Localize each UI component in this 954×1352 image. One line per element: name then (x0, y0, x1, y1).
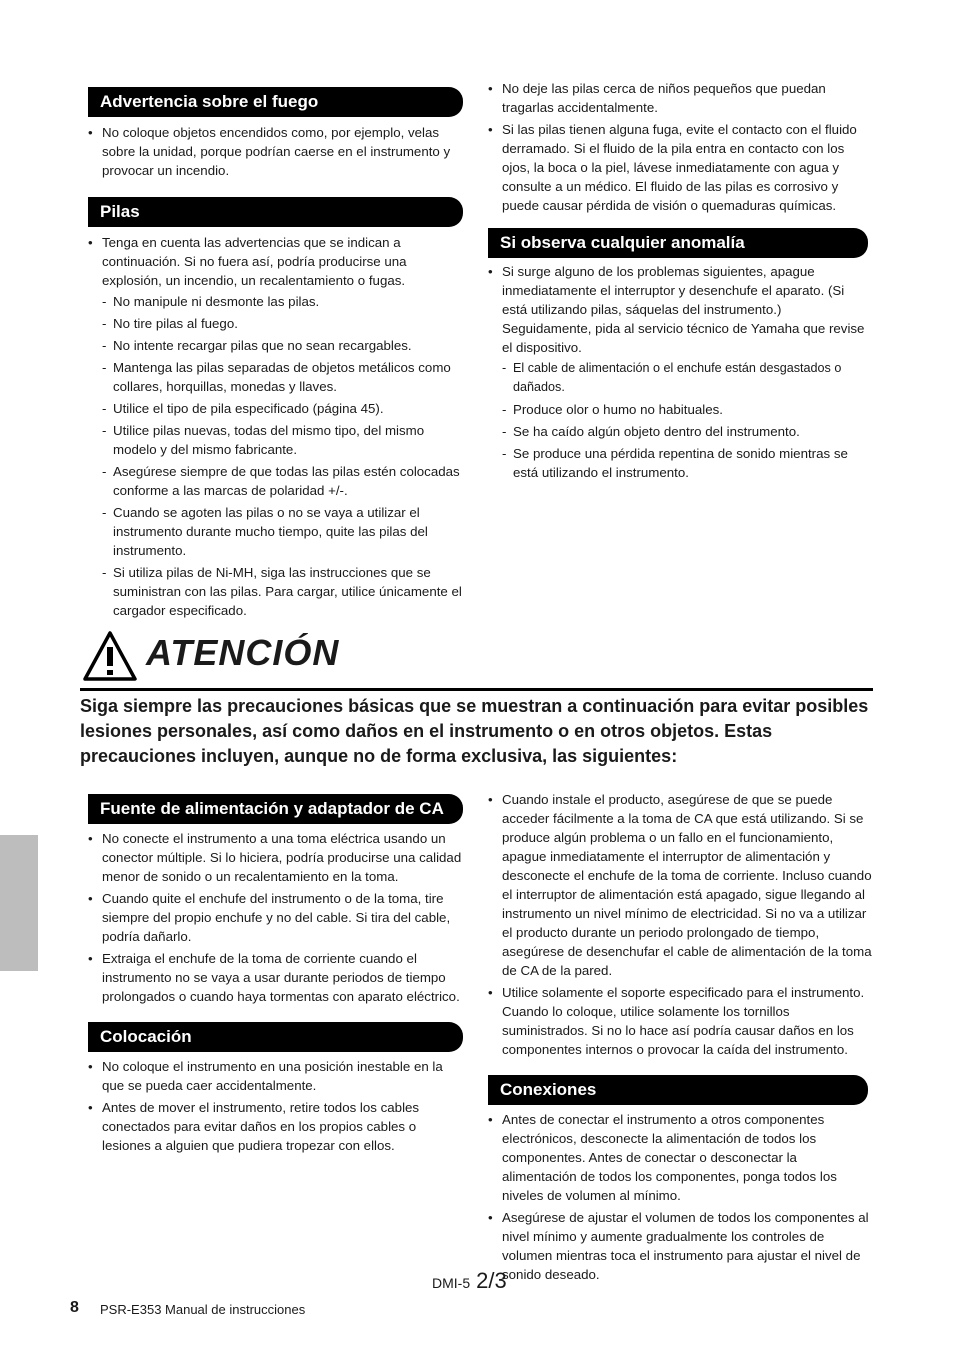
anomaly-sub-item: - Produce olor o humo no habituales. (502, 400, 873, 419)
anomaly-sub-item: - Se produce una pérdida repentina de sonido mientras se está utilizando el instrumento. (502, 444, 873, 482)
power-item: • No conecte el instrumento a una toma eléctrica usando un conector múltiple. Si lo hiciera, podría producirse una calidad menor de sonido o un recalentamiento en la toma. (88, 829, 463, 886)
manual-title: PSR-E353 Manual de instrucciones (100, 1302, 306, 1317)
section-tab (0, 835, 38, 971)
warning-triangle-icon (82, 630, 138, 682)
placement-header: Colocación (88, 1022, 463, 1052)
connections-item: • Asegúrese de ajustar el volumen de todos los componentes al nivel mínimo y aumente gradualmente los controles de volumen mientras toca el instrumento para ajustar el nivel de sonido deseado. (488, 1208, 873, 1284)
battery-sub-item: - No intente recargar pilas que no sean recargables. (102, 336, 463, 355)
battery-sub-item: - No manipule ni desmonte las pilas. (102, 292, 463, 311)
anomaly-sub-item: - Se ha caído algún objeto dentro del instrumento. (502, 422, 873, 441)
right-column-bottom (488, 790, 873, 1287)
fire-warning-header: Advertencia sobre el fuego (88, 87, 463, 117)
placement-item: • No coloque el instrumento en una posición inestable en la que se pueda caer accidentalmente. (88, 1057, 463, 1095)
document-code (432, 1268, 507, 1294)
attention-title-bar (80, 628, 873, 691)
document-code-label: DMI-5 (432, 1275, 471, 1291)
battery-sub-item: - Utilice el tipo de pila especificado (página 45). (102, 399, 463, 418)
battery-sub-item: - Cuando se agoten las pilas o no se vaya a utilizar el instrumento durante mucho tiempo, quite las pilas del instrumento. (102, 503, 463, 560)
battery-sub-item: - Si utiliza pilas de Ni-MH, siga las instrucciones que se suministran con las pilas. Para cargar, utilice únicamente el cargador especificado. (102, 563, 463, 620)
anomaly-sub-item: - El cable de alimentación o el enchufe están desgastados o dañados. (502, 359, 873, 397)
batteries-intro: • Tenga en cuenta las advertencias que se indican a continuación. Si no fuera así, podría producirse una explosión, un incendio, un recalentamiento o fugas. - No manipule ni desmonte las pilas. - No tire pilas al fuego. - No intente recargar pilas que no sean recargables. - Mantenga las pilas separadas de objetos metálicos como collares, horquillas, monedas y llaves. - Utilice el tipo de pila especificado (página 45). - Utilice pilas nuevas, todas del mismo tipo, del mismo modelo y del mismo fabricante. - Asegúrese siempre de que todas las pilas estén colocadas conforme a las marcas de polaridad +/-. - Cuando se agoten las pilas o no se vaya a utilizar el instrumento durante mucho tiempo, quite las pilas del instrumento. - Si utiliza pilas de Ni-MH, siga las instrucciones que se suministran con las pilas. Para cargar, utilice únicamente el cargador especificado. (88, 233, 463, 620)
document-fraction: 2/3 (476, 1268, 507, 1293)
connections-item: • Antes de conectar el instrumento a otros componentes electrónicos, desconecte la alimentación de todos los componentes. Antes de conectar o desconectar la alimentación de todos los componentes, ponga todos los niveles de volumen al mínimo. (488, 1110, 873, 1205)
power-header: Fuente de alimentación y adaptador de CA (88, 794, 463, 824)
connections-header: Conexiones (488, 1075, 868, 1105)
fire-item: • No coloque objetos encendidos como, por ejemplo, velas sobre la unidad, porque podrían caerse en el instrumento y provocar un incendio. (88, 123, 463, 180)
battery-more-item: • No deje las pilas cerca de niños pequeños que puedan tragarlas accidentalmente. (488, 79, 873, 117)
placement-item: • Utilice solamente el soporte especificado para el instrumento. Cuando lo coloque, utilice solamente los tornillos suministrados. Si no lo hace así podría causar daños en los componentes internos o provocar la caída del instrumento. (488, 983, 873, 1059)
power-item: • Extraiga el enchufe de la toma de corriente cuando el instrumento no se vaya a usar durante periodos de tiempo prolongados o cuando haya tormentas con aparato eléctrico. (88, 949, 463, 1006)
placement-item: • Antes de mover el instrumento, retire todos los cables conectados para evitar daños en los propios cables o lesiones a alguien que pudiera tropezar con ellos. (88, 1098, 463, 1155)
left-column-bottom (88, 794, 463, 1158)
battery-more-item: • Si las pilas tienen alguna fuga, evite el contacto con el fluido derramado. Si el fluido de la pila entra en contacto con los ojos, la boca o la piel, lávese inmediatamente con agua y consulte a un médico. El fluido de las pilas es corrosivo y puede causar pérdida de visión o quemaduras químicas. (488, 120, 873, 215)
attention-heading: ATENCIÓN (146, 632, 340, 673)
batteries-header: Pilas (88, 197, 463, 227)
power-item: • Cuando instale el producto, asegúrese de que se puede acceder fácilmente a la toma de CA que está utilizando. Si se produce algún problema o un fallo en el funcionamiento, apague inmediatamente el interruptor de alimentación y desconecte el enchufe de la toma de corriente. Incluso cuando el interruptor de alimentación está apagado, sigue llegando al instrumento un nivel mínimo de electricidad. Si no va a utilizar el producto durante un periodo prolongado de tiempo, asegúrese de desenchufar el cable de alimentación de la toma de CA de la pared. (488, 790, 873, 980)
battery-sub-item: - Asegúrese siempre de que todas las pilas estén colocadas conforme a las marcas de polaridad +/-. (102, 462, 463, 500)
anomaly-header: Si observa cualquier anomalía (488, 228, 868, 258)
battery-sub-item: - Utilice pilas nuevas, todas del mismo tipo, del mismo modelo y del mismo fabricante. (102, 421, 463, 459)
power-item: • Cuando quite el enchufe del instrumento o de la toma, tire siempre del propio enchufe y no del cable. Si tira del cable, podría dañarlo. (88, 889, 463, 946)
page-number: 8 (70, 1299, 79, 1316)
attention-intro: Siga siempre las precauciones básicas que se muestran a continuación para evitar posibles lesiones personales, así como daños en el instrumento o en otros objetos. Estas precauciones incluyen, aunque no de forma exclusiva, las siguientes: (80, 696, 869, 766)
battery-sub-item: - Mantenga las pilas separadas de objetos metálicos como collares, horquillas, monedas y llaves. (102, 358, 463, 396)
battery-sub-item: - No tire pilas al fuego. (102, 314, 463, 333)
left-column-top (88, 87, 463, 623)
right-column-top (488, 79, 873, 485)
anomaly-intro: • Si surge alguno de los problemas siguientes, apague inmediatamente el interruptor y desenchufe el aparato. (Si está utilizando pilas, sáquelas del instrumento.) Seguidamente, pida al servicio técnico de Yamaha que revise el dispositivo. - El cable de alimentación o el enchufe están desgastados o dañados. - Produce olor o humo no habituales. - Se ha caído algún objeto dentro del instrumento. - Se produce una pérdida repentina de sonido mientras se está utilizando el instrumento. (488, 262, 873, 482)
